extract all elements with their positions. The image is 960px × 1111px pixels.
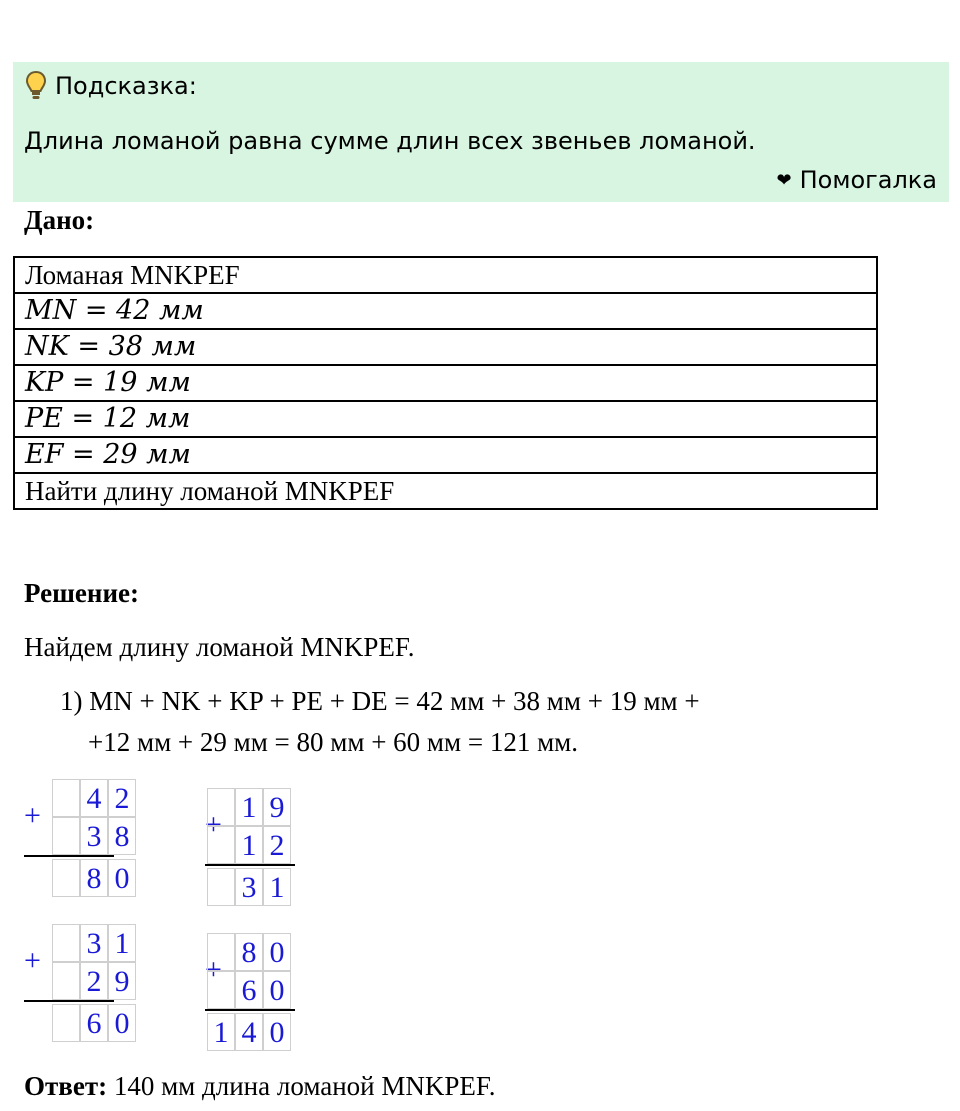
hint-credit[interactable]	[777, 166, 937, 194]
hint-credit-label: Помогалка	[799, 166, 937, 194]
given-title: Дано:	[24, 205, 95, 235]
digit-cell: 1	[235, 826, 263, 864]
given-row	[14, 473, 877, 509]
answer-line	[24, 1071, 495, 1102]
sum-bar	[24, 855, 114, 857]
digit-cell: 8	[108, 817, 136, 855]
plus-sign: +	[24, 944, 41, 977]
digit-cell: 1	[207, 1013, 235, 1051]
digit-cell: 4	[235, 1013, 263, 1051]
digit-cell: 6	[235, 971, 263, 1009]
given-row	[14, 365, 877, 401]
digit-cell: 3	[235, 868, 263, 906]
answer-text: 140 мм длина ломаной MNKPEF.	[107, 1071, 496, 1101]
digit-cell: 4	[80, 779, 108, 817]
solution-step-line-2: +12 мм + 29 мм = 80 мм + 60 мм = 121 мм.	[88, 727, 578, 757]
digit-cell	[52, 924, 80, 962]
digit-cell	[207, 933, 235, 971]
heart-icon: ❤	[776, 169, 792, 191]
solution-intro: Найдем длину ломаной MNKPEF.	[24, 632, 415, 662]
digit-cell	[207, 971, 235, 1009]
digit-cell	[52, 779, 80, 817]
lightbulb-icon	[25, 70, 47, 102]
digit-cell: 9	[263, 788, 291, 826]
given-row	[14, 437, 877, 473]
given-table	[13, 256, 878, 510]
given-cell: KP = 19 мм	[14, 365, 877, 401]
digit-cell: 3	[80, 924, 108, 962]
given-row	[14, 257, 877, 293]
given-cell: MN = 42 мм	[14, 293, 877, 329]
hint-header	[25, 70, 197, 102]
given-cell: Ломаная MNKPEF	[14, 257, 877, 293]
digit-cell	[207, 868, 235, 906]
solution-title: Решение:	[24, 578, 139, 608]
digit-cell: 2	[80, 962, 108, 1000]
digit-cell: 0	[263, 1013, 291, 1051]
sum-bar	[205, 1009, 295, 1011]
digit-cell: 9	[108, 962, 136, 1000]
plus-sign: +	[24, 799, 41, 832]
digit-cell: 1	[263, 868, 291, 906]
sum-bar	[24, 1000, 114, 1002]
plus-sign: +	[205, 953, 222, 986]
digit-cell: 3	[80, 817, 108, 855]
solution-step-line-1: 1) MN + NK + KP + PЕ + DE = 42 мм + 38 мм + 19 мм +	[60, 686, 700, 716]
given-cell: EF = 29 мм	[14, 437, 877, 473]
digit-cell: 0	[263, 971, 291, 1009]
digit-cell: 8	[235, 933, 263, 971]
hint-title: Подсказка:	[55, 72, 197, 100]
digit-cell	[52, 859, 80, 897]
answer-label: Ответ:	[24, 1071, 108, 1101]
given-row	[14, 293, 877, 329]
digit-cell: 1	[235, 788, 263, 826]
digit-cell	[52, 817, 80, 855]
digit-cell	[207, 788, 235, 826]
digit-cell: 6	[80, 1004, 108, 1042]
digit-cell: 1	[108, 924, 136, 962]
digit-cell: 0	[108, 859, 136, 897]
digit-cell: 2	[263, 826, 291, 864]
sum-bar	[205, 864, 295, 866]
given-cell: Найти длину ломаной MNKPEF	[14, 473, 877, 509]
given-row	[14, 401, 877, 437]
plus-sign: +	[205, 808, 222, 841]
given-cell: NK = 38 мм	[14, 329, 877, 365]
given-cell: PЕ = 12 мм	[14, 401, 877, 437]
digit-cell	[52, 962, 80, 1000]
digit-cell	[207, 826, 235, 864]
digit-cell: 0	[263, 933, 291, 971]
digit-cell: 0	[108, 1004, 136, 1042]
given-row	[14, 329, 877, 365]
hint-text: Длина ломаной равна сумме длин всех звеньев ломаной.	[24, 127, 756, 155]
digit-cell: 8	[80, 859, 108, 897]
hint-box	[13, 62, 949, 202]
digit-cell	[52, 1004, 80, 1042]
digit-cell: 2	[108, 779, 136, 817]
